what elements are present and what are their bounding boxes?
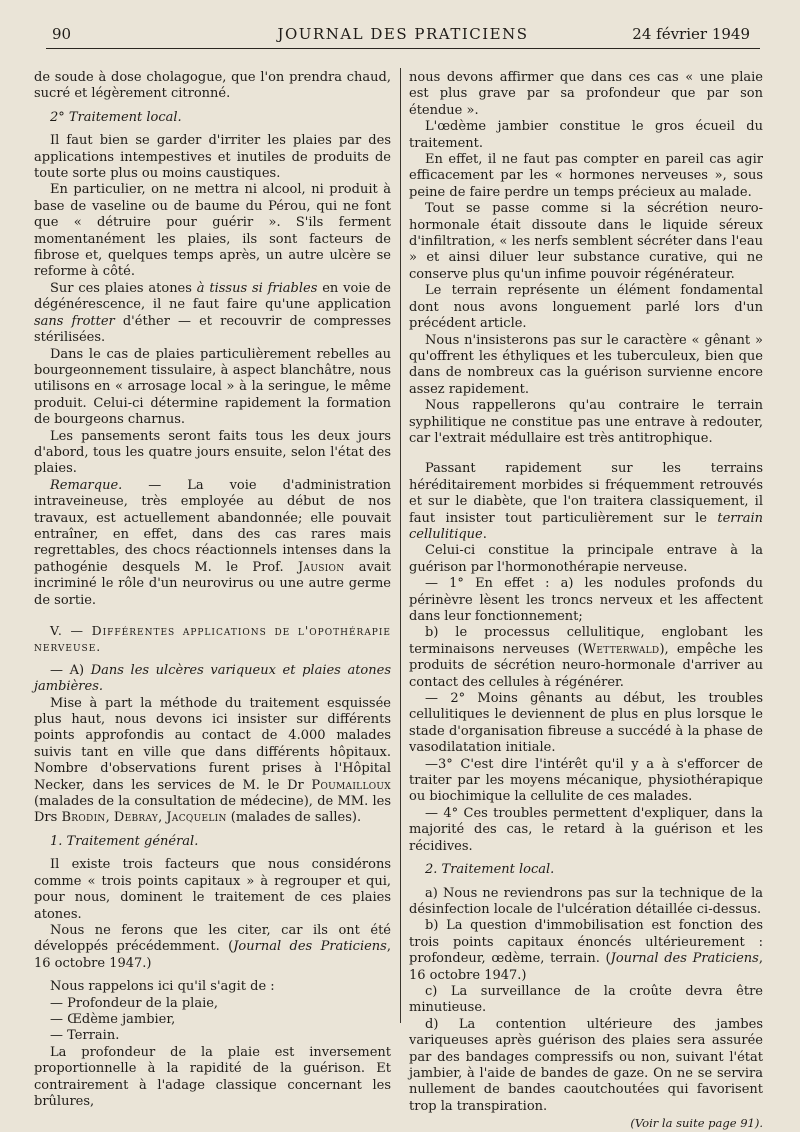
text-run: Mise à part la méthode du traitement esquissée plus haut, nous devons ici insister sur différents points approfondis au contact de 4.000 malades suivis tant en ville que dans différents hôpitaux. Nombre d'observations furent prises à l'Hôpital Necker, dans les services de M. le Dr: [34, 695, 391, 793]
paragraph: [34, 281, 391, 347]
issue-date: 24 février 1949: [632, 25, 750, 43]
text-run: d'éther — et recouvrir de compresses stérilisées.: [34, 313, 391, 346]
text-run: .: [482, 526, 487, 542]
paragraph: [34, 478, 391, 609]
text-run: ,: [158, 810, 167, 826]
text-run: avait incriminé le rôle d'un neurovirus ou une autre germe de sortie.: [34, 559, 391, 608]
italic-run: Dans les ulcères variqueux et plaies atones jambières.: [34, 662, 391, 695]
paragraph: Il existe trois facteurs que nous considérons comme « trois points capitaux » à regrouper et qui, pour nous, dominent le traitement de ces plaies atones.: [34, 857, 391, 922]
paragraph: Dans le cas de plaies particulièrement rebelles au bourgeonnement tissulaire, à aspect blanchâtre, nous utilisons en « arrosage local » à la seringue, le même produit. Celui-ci détermine rapidement la formation de bourgeons charnus.: [34, 346, 391, 428]
paragraph: [409, 625, 763, 691]
text-run: Nous ne ferons que les citer, car ils ont été développés précédemment. (: [34, 922, 391, 955]
column-divider: [400, 68, 401, 1023]
page-number: 90: [52, 25, 72, 43]
paragraph: [34, 696, 391, 827]
paragraph: Les pansements seront faits tous les deux jours d'abord, tous les quatre jours ensuite, selon l'état des plaies.: [34, 428, 391, 477]
italic-run: à tissus si friables: [196, 280, 318, 296]
paragraph: Le terrain représente un élément fondamental dont nous avons longuement parlé lors d'un précédent article.: [409, 283, 763, 332]
paragraph: L'œdème jambier constitue le gros écueil du traitement.: [409, 119, 763, 151]
paragraph: a) Nous ne reviendrons pas sur la technique de la désinfection locale de l'ulcération détaillée ci-dessus.: [409, 885, 763, 917]
paragraph: [409, 461, 763, 543]
paragraph: de soude à dose cholagogue, que l'on prendra chaud, sucré et légèrement citronné.: [34, 70, 391, 102]
paragraph: d) La contention ultérieure des jambes variqueuses après guérison des plaies sera assurée par des bandages compressifs ou non, suivant l'état jambier, à l'aide de bandes de gaze. On ne se servira nullement de bandes caoutchoutées qui favorisent trop la transpiration.: [409, 1016, 763, 1114]
paragraph: — 4° Ces troubles permettent d'expliquer, dans la majorité des cas, le retard à la guérison et les récidives.: [409, 805, 763, 854]
paragraph: Tout se passe comme si la sécrétion neuro-hormonale était dissoute dans le liquide séreux d'infiltration, « les nerfs semblent sécréter dans l'eau » et ainsi diluer leur substance curative, qui ne conserve plus qu'un infime pouvoir régénérateur.: [409, 201, 763, 282]
list-item: — Œdème jambier,: [50, 1011, 176, 1027]
author-name: Brodin: [61, 810, 106, 826]
list-item: — Profondeur de la plaie,: [50, 995, 219, 1011]
journal-title: JOURNAL DES PRATICIENS: [277, 25, 529, 43]
paragraph: nous devons affirmer que dans ces cas « une plaie est plus grave par sa profondeur que par son étendue ».: [409, 70, 763, 118]
author-name: Debray: [113, 810, 159, 826]
italic-run: Journal des Praticiens: [610, 951, 759, 967]
paragraph: La profondeur de la plaie est inversement proportionnelle à la rapidité de la guérison. Et contrairement à l'adage classique concernant les brûlures,: [34, 1044, 391, 1109]
text-run: , 16 octobre 1947.): [409, 951, 763, 983]
continuation-note: (Voir la suite page 91).: [630, 1116, 763, 1131]
section-heading: V. — Différentes applications de l'opothérapie nerveuse.: [34, 623, 391, 655]
paragraph: En particulier, on ne mettra ni alcool, ni produit à base de vaseline ou de baume du Pérou, qui ne font que « détruire pour guérir ». S'ils ferment momentanément les plaies, ils sont facteurs de fibrose et, quelques temps après, un autre ulcère se reforme à côté.: [34, 182, 391, 280]
italic-run: Journal des Praticiens: [233, 939, 387, 955]
text-run: — A): [50, 662, 91, 678]
text-run: Passant rapidement sur les terrains héréditairement morbides si fréquemment retrouvés et sur le diabète, que l'on traitera classiquement, il faut insister tout particulièrement sur le: [409, 461, 763, 526]
author-name: Jacquelin: [166, 810, 227, 826]
text-run: — La voie d'administration intraveineuse, très employée au début de nos travaux, est actuellement abandonnée; elle pouvait entraîner, en effet, dans des cas rares mais regrettables, des chocs réactionnels intenses dans la pathogénie desquels M. le Prof.: [34, 477, 391, 575]
text-run: (malades de la consultation de médecine), de MM. les Drs: [34, 794, 391, 826]
paragraph: Nous rappelons ici qu'il s'agit de :: [50, 979, 275, 995]
paragraph: —3° C'est dire l'intérêt qu'il y a à s'efforcer de traiter par les moyens mécanique, physiothérapique ou biochimique la cellulite de ces malades.: [409, 756, 763, 805]
text-run: b) La question d'immobilisation est fonction des trois points capitaux énoncés ultérieurement : profondeur, œdème, terrain. (: [409, 918, 763, 967]
paragraph: Nous rappellerons qu'au contraire le terrain syphilitique ne constitue pas une entrave à redouter, car l'extrait médullaire est très antitrophique.: [409, 398, 763, 446]
paragraph: Nous n'insisterons pas sur le caractère « gênant » qu'offrent les éthyliques et les tuberculeux, bien que dans de nombreux cas la guérison survienne encore assez rapidement.: [409, 332, 763, 397]
paragraph: En effet, il ne faut pas compter en pareil cas agir efficacement par les « hormones nerveuses », sous peine de faire perdre un temps précieux au malade.: [409, 152, 763, 200]
paragraph: c) La surveillance de la croûte devra être minutieuse.: [409, 983, 763, 1016]
text-run: ), empêche les produits de sécrétion neuro-hormonale d'arriver au contact des cellules à régénérer.: [409, 641, 763, 690]
subheading-general: 1. Traitement général.: [50, 833, 199, 849]
author-name: Wetterwald: [582, 641, 660, 657]
text-run: , 16 octobre 1947.): [34, 939, 391, 971]
italic-run: terrain cellulitique: [409, 510, 763, 542]
author-name: Poumailloux: [311, 777, 391, 793]
text-run: b) le processus cellulitique, englobant les terminaisons nerveuses (: [409, 625, 763, 657]
paragraph: — 1° En effet : a) les nodules profonds du périnèvre lèsent les troncs nerveux et les affectent dans leur fonctionnement;: [409, 576, 763, 624]
list-item: — Terrain.: [50, 1028, 120, 1044]
text-run: Sur ces plaies atones: [50, 280, 197, 296]
remark-label: Remarque.: [50, 477, 123, 493]
page-header: [46, 20, 760, 49]
paragraph: [34, 923, 391, 972]
left-column: [34, 70, 391, 1110]
text-run: (malades de salles).: [226, 810, 362, 826]
italic-run: sans frotter: [34, 313, 115, 329]
subsection-heading: [34, 663, 391, 696]
text-run: ,: [105, 810, 114, 826]
paragraph: — 2° Moins gênants au début, les troubles cellulitiques le deviennent de plus en plus lorsque le stade d'organisation fibreuse a succédé à la phase de vasodilatation initiale.: [409, 691, 763, 756]
paragraph: [409, 918, 763, 984]
paragraph: Celui-ci constitue la principale entrave à la guérison par l'hormonothérapie nerveuse.: [409, 543, 763, 575]
right-column: [409, 70, 763, 1132]
author-name: Jausion: [298, 559, 345, 575]
text-run: en voie de dégénérescence, il ne faut faire qu'une application: [34, 280, 391, 313]
subheading-local: 2. Traitement local.: [425, 862, 555, 878]
subheading-local: 2° Traitement local.: [50, 109, 182, 125]
paragraph: Il faut bien se garder d'irriter les plaies par des applications intempestives et inutiles de produits de toute sorte plus ou moins caustiques.: [34, 133, 391, 182]
